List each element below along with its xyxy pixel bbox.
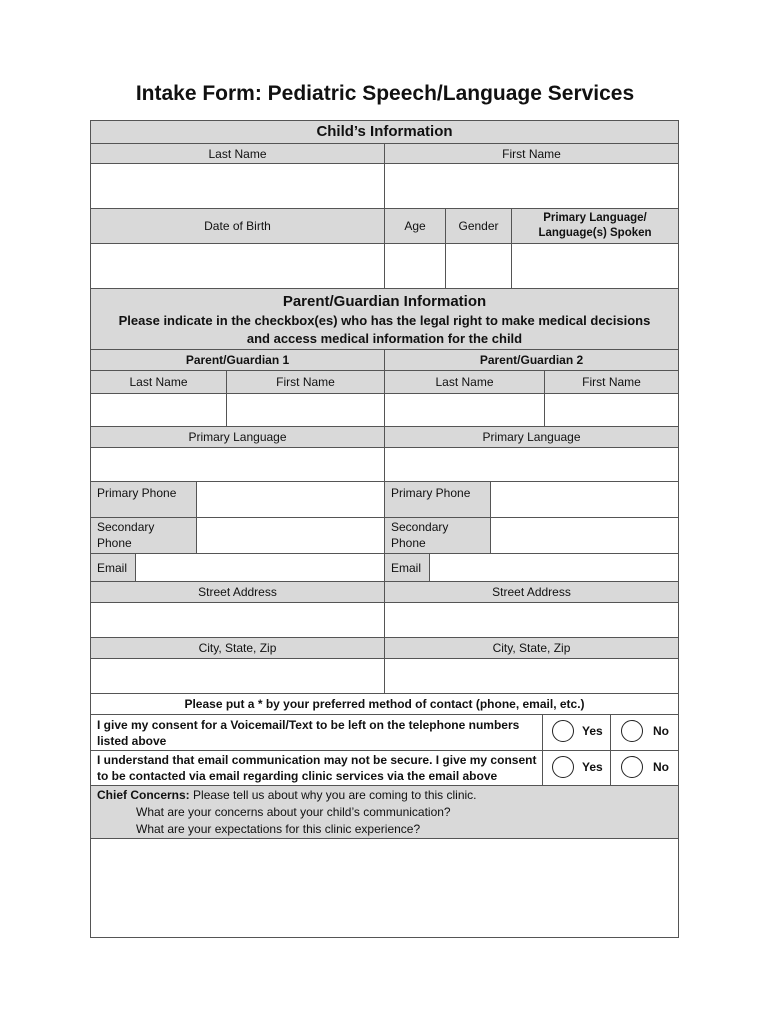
guardian2-last-name-text: Last Name <box>435 375 494 389</box>
child-first-name-text: First Name <box>502 146 561 161</box>
guardian2-primary-phone-field[interactable] <box>490 481 679 518</box>
guardian1-primary-phone-text: Primary Phone <box>97 486 177 500</box>
guardian2-street-address-label <box>384 581 679 603</box>
guardian2-secondary-phone-label <box>384 517 491 554</box>
child-last-name-field[interactable] <box>90 163 385 209</box>
guardian1-first-name-label <box>226 370 385 394</box>
guardian2-city-state-zip-label <box>384 637 679 659</box>
consent-email-yes-radio[interactable] <box>552 756 574 778</box>
guardian2-primary-phone-label <box>384 481 491 518</box>
consent-voicemail-text: I give my consent for a Voicemail/Text to be left on the telephone numbers listed above <box>97 717 520 748</box>
guardian2-email-label <box>384 553 430 582</box>
guardian2-title-text: Parent/Guardian 2 <box>479 353 584 367</box>
guardian1-last-name-field[interactable] <box>90 393 227 427</box>
guardian2-first-name-text: First Name <box>582 375 641 389</box>
child-primary-language-text: Primary Language/ Language(s) Spoken <box>538 212 652 239</box>
consent-email-text: I understand that email communication may not be secure. I give my consent to be contacted via email regarding clinic services via the email above <box>97 753 537 783</box>
guardian1-city-state-zip-text: City, State, Zip <box>198 641 277 655</box>
guardian-section-title: Parent/Guardian Information <box>282 293 487 310</box>
consent-email-no-label: No <box>653 760 669 774</box>
guardian2-street-address-field[interactable] <box>384 602 679 638</box>
guardian2-city-state-zip-text: City, State, Zip <box>492 641 571 655</box>
guardian1-title-text: Parent/Guardian 1 <box>185 353 290 367</box>
guardian1-primary-phone-label <box>90 481 197 518</box>
child-first-name-label <box>384 143 679 164</box>
guardian2-last-name-label <box>384 370 545 394</box>
chief-concerns-field[interactable] <box>90 838 679 938</box>
guardian1-primary-language-label <box>90 426 385 448</box>
child-section-header <box>90 120 679 144</box>
guardian2-title <box>384 349 679 371</box>
child-age-label <box>384 208 446 244</box>
guardian-instructions: Please indicate in the checkbox(es) who has the legal right to make medical decisions and access medical information for the child <box>118 313 651 346</box>
guardian2-last-name-field[interactable] <box>384 393 545 427</box>
guardian1-secondary-phone-field[interactable] <box>196 517 385 554</box>
child-primary-language-field[interactable] <box>511 243 679 289</box>
guardian1-street-address-label <box>90 581 385 603</box>
guardian1-city-state-zip-field[interactable] <box>90 658 385 694</box>
child-gender-field[interactable] <box>445 243 512 289</box>
consent-voicemail-no-label: No <box>653 724 669 738</box>
child-primary-language-label <box>511 208 679 244</box>
guardian2-first-name-label <box>544 370 679 394</box>
chief-concerns-question-2: What are your expectations for this clinic experience? <box>136 822 421 836</box>
guardian2-first-name-field[interactable] <box>544 393 679 427</box>
guardian2-primary-phone-text: Primary Phone <box>391 486 471 500</box>
consent-voicemail-no-radio[interactable] <box>621 720 643 742</box>
guardian1-first-name-text: First Name <box>276 375 335 389</box>
guardian2-email-field[interactable] <box>429 553 679 582</box>
guardian1-email-label <box>90 553 136 582</box>
guardian1-street-address-text: Street Address <box>198 585 277 599</box>
guardian1-title <box>90 349 385 371</box>
child-gender-text: Gender <box>458 219 499 233</box>
chief-concerns-label: Chief Concerns: <box>97 788 190 802</box>
contact-instruction-row <box>90 693 679 715</box>
guardian1-email-text: Email <box>97 560 128 575</box>
contact-instruction-text: Please put a * by your preferred method of contact (phone, email, etc.) <box>184 697 585 711</box>
consent-voicemail-yes-radio[interactable] <box>552 720 574 742</box>
guardian1-primary-phone-field[interactable] <box>196 481 385 518</box>
guardian1-city-state-zip-label <box>90 637 385 659</box>
guardian2-secondary-phone-text: Secondary Phone <box>391 520 449 550</box>
child-last-name-text: Last Name <box>208 146 267 161</box>
guardian1-secondary-phone-text: Secondary Phone <box>97 520 155 550</box>
child-dob-label <box>90 208 385 244</box>
child-gender-label <box>445 208 512 244</box>
guardian1-street-address-field[interactable] <box>90 602 385 638</box>
chief-concerns-question-1: What are your concerns about your child’s communication? <box>136 805 451 819</box>
child-age-field[interactable] <box>384 243 446 289</box>
guardian2-street-address-text: Street Address <box>492 585 571 599</box>
chief-concerns-header <box>90 785 679 839</box>
child-dob-field[interactable] <box>90 243 385 289</box>
consent-email-row <box>90 750 543 786</box>
consent-email-yes-label: Yes <box>582 760 603 774</box>
guardian2-primary-language-label <box>384 426 679 448</box>
guardian2-primary-language-text: Primary Language <box>482 430 581 444</box>
guardian2-secondary-phone-field[interactable] <box>490 517 679 554</box>
guardian1-last-name-label <box>90 370 227 394</box>
chief-concerns-prompt: Please tell us about why you are coming to this clinic. <box>193 788 477 802</box>
guardian1-primary-language-text: Primary Language <box>188 430 287 444</box>
child-last-name-label <box>90 143 385 164</box>
guardian-section-header <box>90 288 679 350</box>
form-title: Intake Form: Pediatric Speech/Language Services <box>135 82 635 105</box>
consent-voicemail-yes-label: Yes <box>582 724 603 738</box>
guardian1-last-name-text: Last Name <box>129 375 188 389</box>
guardian1-secondary-phone-label <box>90 517 197 554</box>
child-age-text: Age <box>404 219 426 233</box>
guardian1-first-name-field[interactable] <box>226 393 385 427</box>
child-dob-text: Date of Birth <box>204 219 271 233</box>
guardian1-primary-language-field[interactable] <box>90 447 385 482</box>
child-section-title: Child’s Information <box>316 123 453 140</box>
child-first-name-field[interactable] <box>384 163 679 209</box>
guardian1-email-field[interactable] <box>135 553 385 582</box>
consent-voicemail-row <box>90 714 543 751</box>
guardian2-primary-language-field[interactable] <box>384 447 679 482</box>
consent-email-no-radio[interactable] <box>621 756 643 778</box>
guardian2-city-state-zip-field[interactable] <box>384 658 679 694</box>
guardian2-email-text: Email <box>391 560 422 575</box>
